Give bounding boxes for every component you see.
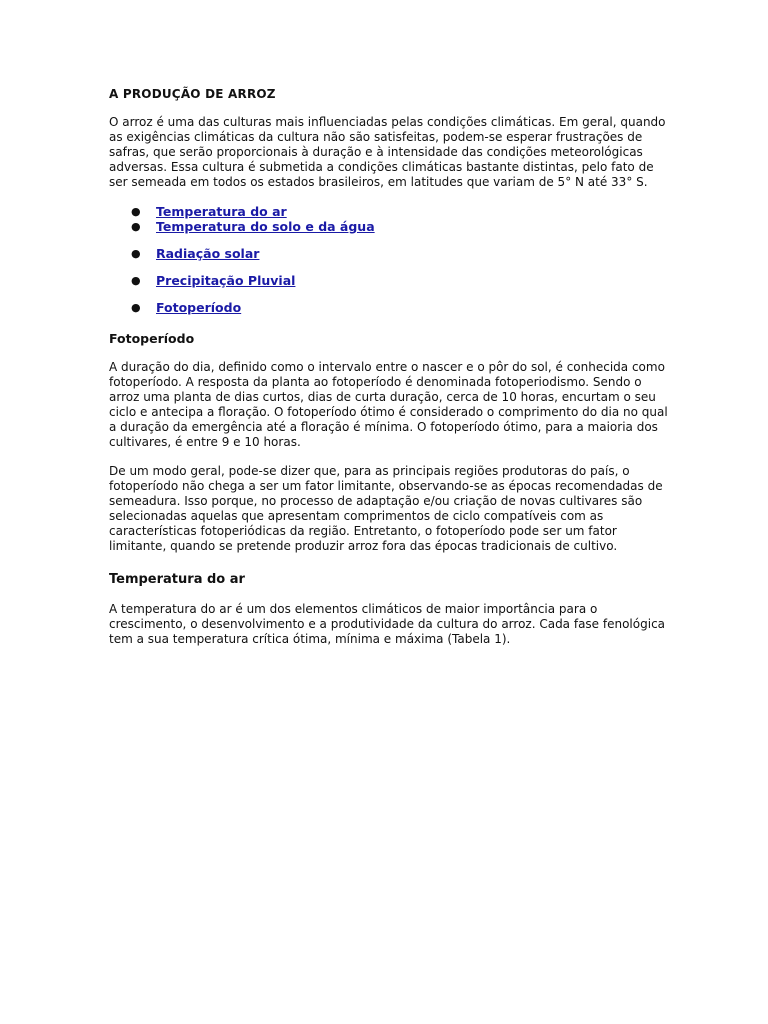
list-item	[109, 204, 669, 219]
link-fotoperiodo[interactable]: Fotoperíodo	[156, 300, 242, 315]
list-item	[109, 246, 669, 261]
bullet-icon: ●	[131, 301, 141, 314]
link-precipitacao-pluvial[interactable]: Precipitação Pluvial	[156, 273, 296, 288]
list-item	[109, 219, 669, 234]
section-heading-fotoperiodo: Fotoperíodo	[109, 331, 195, 346]
fotoperiodo-paragraph-2: De um modo geral, pode-se dizer que, para as principais regiões produtoras do país, o fotoperíodo não chega a ser um fator limitante, observando-se as épocas recomendadas de semeadura. Isso porque, no processo de adaptação e/ou criação de novas cultivares são selecionadas aquelas que apresentam comprimentos de ciclo compatíveis com as características fotoperiódicas da região. Entretanto, o fotoperíodo pode ser um fator limitante, quando se pretende produzir arroz fora das épocas tradicionais de cultivo.	[109, 464, 663, 553]
document-page	[109, 80, 669, 647]
bullet-icon: ●	[131, 247, 141, 260]
list-item	[109, 300, 669, 315]
temperatura-do-ar-paragraph: A temperatura do ar é um dos elementos climáticos de maior importância para o crescimento, o desenvolvimento e a produtividade da cultura do arroz. Cada fase fenológica tem a sua temperatura crítica ótima, mínima e máxima (Tabela 1).	[109, 602, 666, 646]
list-item	[109, 273, 669, 288]
fotoperiodo-paragraph-1: A duração do dia, definido como o intervalo entre o nascer e o pôr do sol, é conhecida como fotoperíodo. A resposta da planta ao fotoperíodo é denominada fotoperiodismo. Sendo o arroz uma planta de dias curtos, dias de curta duração, cerca de 10 horas, encurtam o seu ciclo e antecipa a floração. O fotoperíodo ótimo é considerado o comprimento do dia no qual a duração da emergência até a floração é mínima. O fotoperíodo ótimo, para a maioria dos cultivares, é entre 9 e 10 horas.	[109, 360, 668, 449]
link-radiacao-solar[interactable]: Radiação solar	[156, 246, 260, 261]
bullet-icon: ●	[131, 205, 141, 218]
link-temperatura-do-solo[interactable]: Temperatura do solo e da água	[156, 219, 375, 234]
section-heading-temperatura-do-ar: Temperatura do ar	[109, 572, 245, 587]
topics-list	[109, 204, 669, 315]
link-temperatura-do-ar[interactable]: Temperatura do ar	[156, 204, 287, 219]
document-title: A PRODUÇÃO DE ARROZ	[109, 87, 276, 101]
bullet-icon: ●	[131, 220, 141, 233]
intro-paragraph: O arroz é uma das culturas mais influenciadas pelas condições climáticas. Em geral, quando as exigências climáticas da cultura não são satisfeitas, podem-se esperar frustrações de safras, que serão proporcionais à duração e à intensidade das condições meteorológicas adversas. Essa cultura é submetida a condições climáticas bastante distintas, pelo fato de ser semeada em todos os estados brasileiros, em latitudes que variam de 5° N até 33° S.	[109, 115, 666, 189]
bullet-icon: ●	[131, 274, 141, 287]
